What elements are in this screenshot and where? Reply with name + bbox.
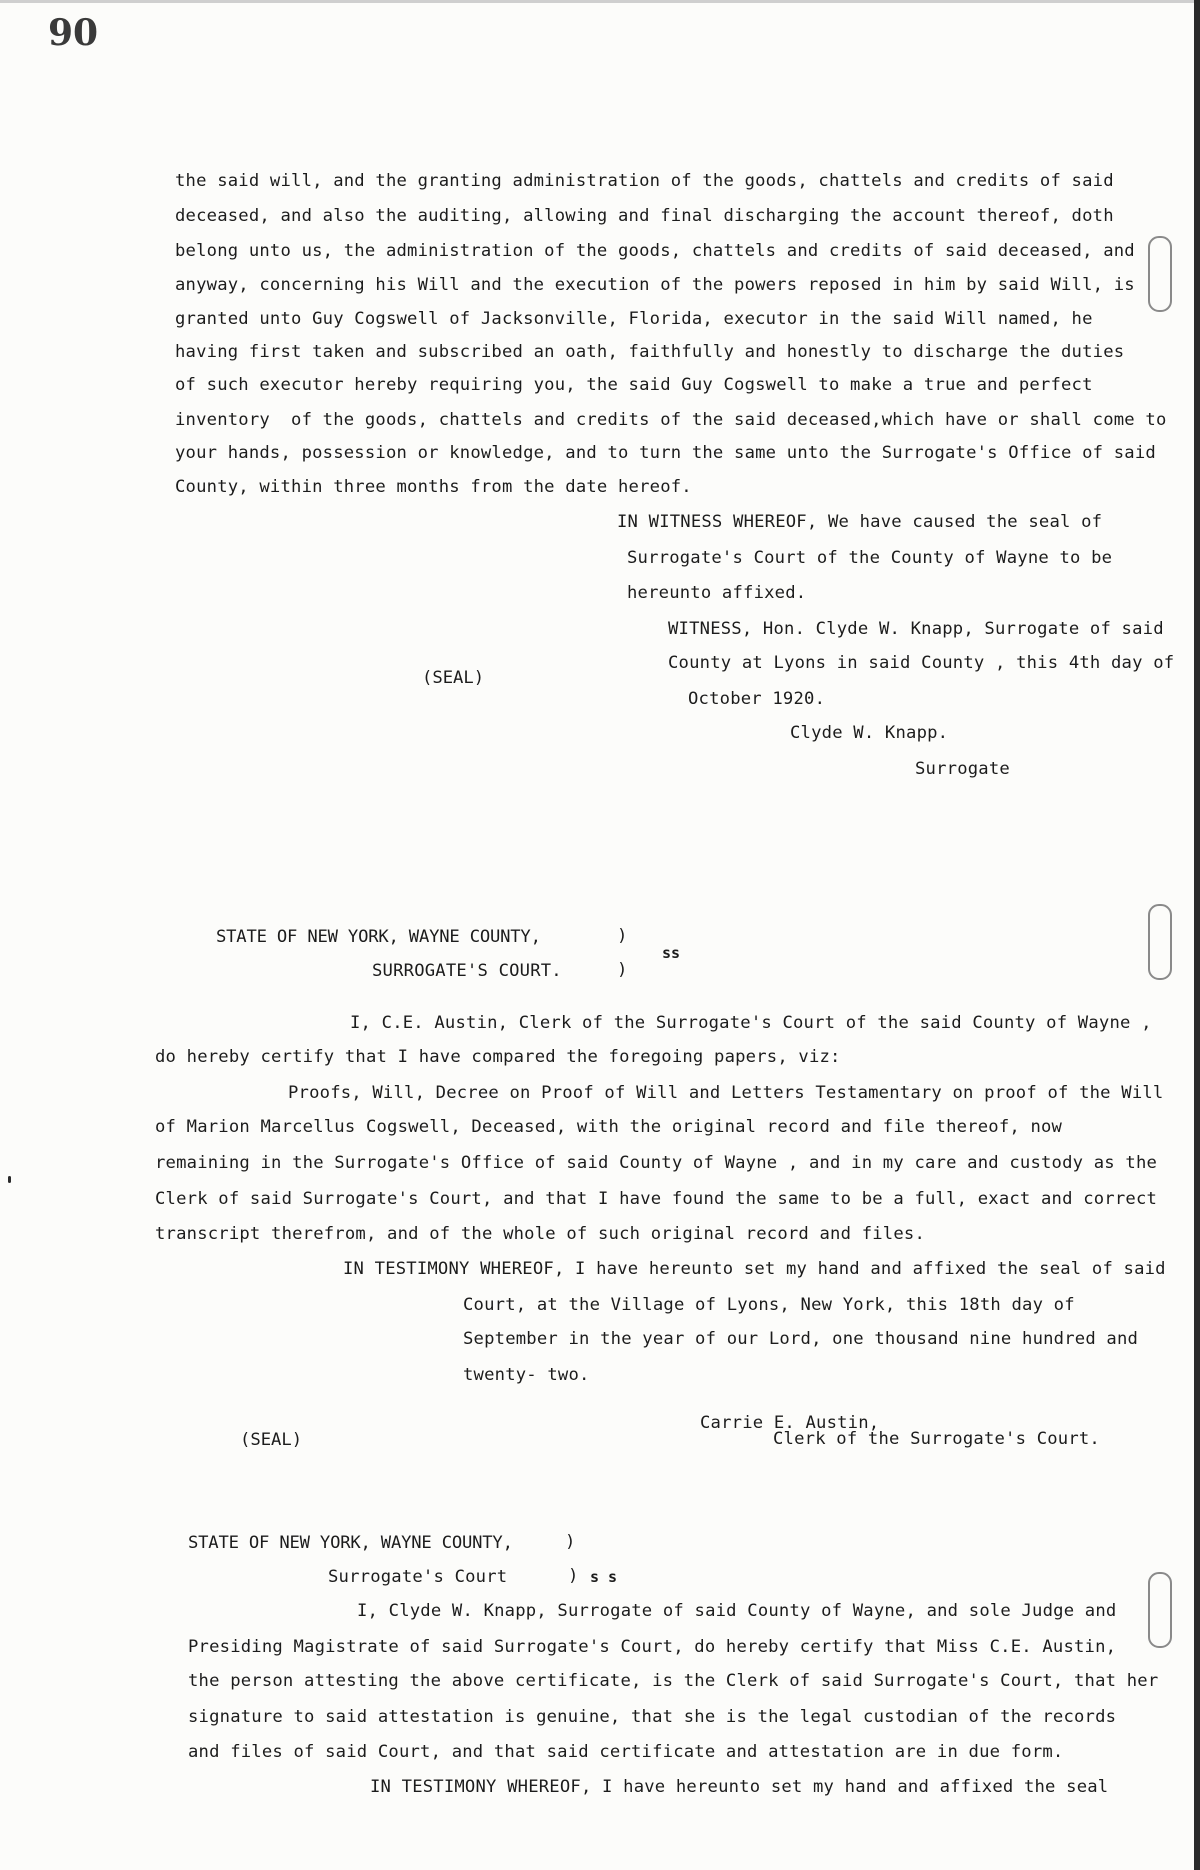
body-line: do hereby certify that I have compared the foregoing papers, viz:	[155, 1047, 841, 1067]
margin-speck	[8, 1176, 11, 1183]
witness-line: IN WITNESS WHEREOF, We have caused the seal of	[617, 512, 1103, 532]
signature: Carrie E. Austin,	[700, 1413, 880, 1433]
body-line: Clerk of said Surrogate's Court, and that I have found the same to be a full, exact and correct	[155, 1189, 1158, 1209]
body-line: anyway, concerning his Will and the execution of the powers reposed in him by said Will, is	[175, 275, 1135, 295]
signature-title: Surrogate	[915, 759, 1010, 779]
body-line: having first taken and subscribed an oath, faithfully and honestly to discharge the duties	[175, 342, 1125, 362]
body-line: deceased, and also the auditing, allowing and final discharging the account thereof, doth	[175, 206, 1114, 226]
testimony-line: Court, at the Village of Lyons, New York, this 18th day of	[463, 1295, 1075, 1315]
witness2-line: October 1920.	[688, 689, 826, 709]
body-line: IN TESTIMONY WHEREOF, I have hereunto set my hand and affixed the seal	[370, 1777, 1109, 1797]
witness-line: Surrogate's Court of the County of Wayne to be	[627, 548, 1113, 568]
body-line: and files of said Court, and that said certificate and attestation are in due form.	[188, 1742, 1064, 1762]
section-heading: SURROGATE'S COURT.	[372, 961, 562, 981]
seal-label: (SEAL)	[240, 1430, 303, 1450]
testimony-line: twenty- two.	[463, 1365, 590, 1385]
signature: Clyde W. Knapp.	[790, 723, 949, 743]
bracket: )	[568, 1566, 579, 1586]
ss-mark: ss	[662, 944, 681, 962]
body-line: belong unto us, the administration of the goods, chattels and credits of said deceased, and	[175, 241, 1135, 261]
body-line: the said will, and the granting administration of the goods, chattels and credits of said	[175, 171, 1114, 191]
body-line: inventory of the goods, chattels and credits of the said deceased,which have or shall come to	[175, 410, 1167, 430]
testimony-line: IN TESTIMONY WHEREOF, I have hereunto set my hand and affixed the seal of said	[343, 1259, 1166, 1279]
body-line: granted unto Guy Cogswell of Jacksonville, Florida, executor in the said Will named, he	[175, 309, 1093, 329]
witness-line: hereunto affixed.	[627, 583, 807, 603]
section-heading: STATE OF NEW YORK, WAYNE COUNTY,	[216, 927, 541, 947]
section-heading: Surrogate's Court	[328, 1567, 508, 1587]
body-line: of Marion Marcellus Cogswell, Deceased, with the original record and file thereof, now	[155, 1117, 1063, 1137]
punch-hole-bottom	[1148, 1572, 1172, 1648]
bracket: )	[617, 960, 628, 980]
body-line: the person attesting the above certificate, is the Clerk of said Surrogate's Court, that her	[188, 1671, 1159, 1691]
body-line: Presiding Magistrate of said Surrogate's Court, do hereby certify that Miss C.E. Austin,	[188, 1637, 1117, 1657]
body-line: Proofs, Will, Decree on Proof of Will and Letters Testamentary on proof of the Will	[288, 1083, 1164, 1103]
page-right-edge	[1194, 0, 1200, 1870]
ss-mark: s s	[590, 1568, 618, 1586]
page-top-edge	[0, 0, 1200, 3]
witness2-line: WITNESS, Hon. Clyde W. Knapp, Surrogate of said	[668, 619, 1164, 639]
body-line: I, Clyde W. Knapp, Surrogate of said County of Wayne, and sole Judge and	[357, 1601, 1117, 1621]
punch-hole-middle	[1148, 904, 1172, 980]
bracket: )	[565, 1532, 576, 1552]
page-number: 90	[48, 12, 99, 54]
section-heading: STATE OF NEW YORK, WAYNE COUNTY,	[188, 1533, 513, 1553]
witness2-line: County at Lyons in said County , this 4th day of	[668, 653, 1175, 673]
body-line: County, within three months from the date hereof.	[175, 477, 692, 497]
body-line: remaining in the Surrogate's Office of said County of Wayne , and in my care and custody as the	[155, 1153, 1158, 1173]
body-line: your hands, possession or knowledge, and to turn the same unto the Surrogate's Office of said	[175, 443, 1156, 463]
seal-label: (SEAL)	[422, 668, 485, 688]
punch-hole-top	[1148, 236, 1172, 312]
signature-title: Clerk of the Surrogate's Court.	[773, 1429, 1100, 1449]
testimony-line: September in the year of our Lord, one thousand nine hundred and	[463, 1329, 1139, 1349]
body-line: of such executor hereby requiring you, the said Guy Cogswell to make a true and perfect	[175, 375, 1093, 395]
body-line: transcript therefrom, and of the whole of such original record and files.	[155, 1224, 925, 1244]
body-line: I, C.E. Austin, Clerk of the Surrogate's Court of the said County of Wayne ,	[350, 1013, 1152, 1033]
bracket: )	[617, 926, 628, 946]
body-line: signature to said attestation is genuine, that she is the legal custodian of the records	[188, 1707, 1117, 1727]
